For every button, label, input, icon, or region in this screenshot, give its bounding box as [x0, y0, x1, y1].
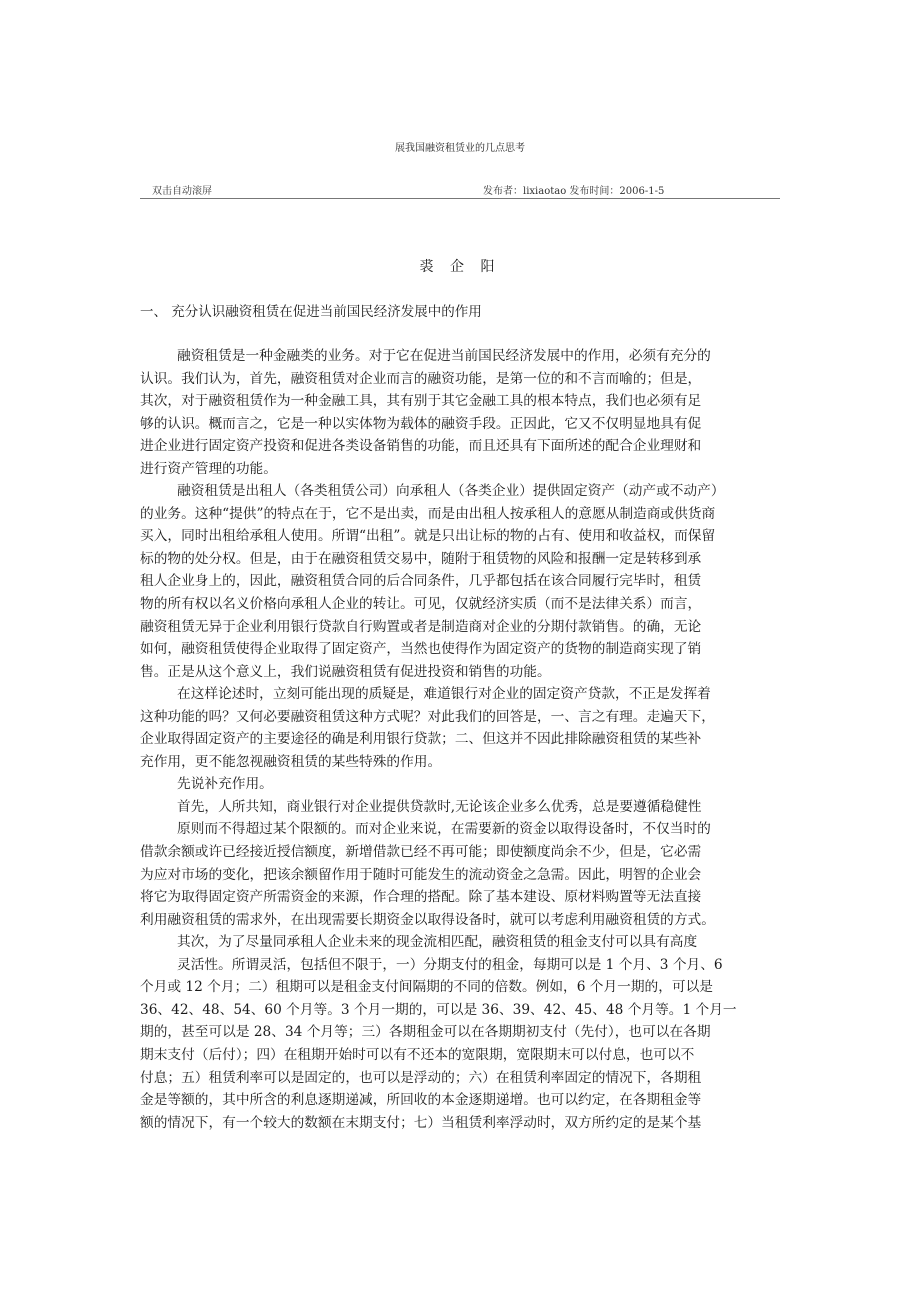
text-line: 金是等额的，其中所含的利息逐期递减，所回收的本金逐期递增。也可以约定，在各期租金等 — [140, 1092, 702, 1109]
text-line: 充作用，更不能忽视融资租赁的某些特殊的作用。 — [140, 753, 442, 770]
publisher-info: 发布者：lixiaotao 发布时间：2006-1-5 — [483, 186, 665, 197]
article-body — [140, 345, 780, 1134]
text-line: 额的情况下，有一个较大的数额在末期支付；七）当租赁利率浮动时，双方所约定的是某个基 — [140, 1114, 702, 1131]
text-line: 租人企业身上的，因此，融资租赁合同的后合同条件，几乎都包括在该合同履行完毕时，租赁 — [140, 573, 702, 590]
text-line: 融资租赁是一种金融类的业务。对于它在促进当前国民经济发展中的作用，必须有充分的 — [177, 348, 711, 364]
text-line: 融资租赁是出租人（各类租赁公司）向承租人（各类企业）提供固定资产（动产或不动产） — [177, 483, 725, 500]
text-line: 进企业进行固定资产投资和促进各类设备销售的功能，而且还具有下面所述的配合企业理财和 — [140, 438, 702, 455]
text-line: 期的，甚至可以是 28、34 个月等；三）各期租金可以在各期期初支付（先付），也可以在各期 — [140, 1024, 711, 1041]
text-line: 付息；五）租赁利率可以是固定的，也可以是浮动的；六）在租赁利率固定的情况下，各期租 — [140, 1069, 702, 1086]
text-line: 在这样论述时，立刻可能出现的质疑是，难道银行对企业的固定资产贷款，不正是发挥着 — [177, 686, 711, 703]
text-line: 进行资产管理的功能。 — [140, 460, 277, 477]
text-line: 其次，为了尽量同承租人企业未来的现金流相匹配，融资租赁的租金支付可以具有高度 — [177, 934, 698, 951]
text-line: 企业取得固定资产的主要途径的确是利用银行贷款；二、但这并不因此排除融资租赁的某些补 — [140, 731, 702, 748]
page-title: 展我国融资租赁业的几点思考 — [395, 143, 525, 154]
text-line: 够的认识。概而言之，它是一种以实体物为载体的融资手段。正因此，它又不仅明显地具有促 — [140, 415, 702, 432]
text-line: 将它为取得固定资产所需资金的来源，作合理的搭配。除了基本建设、原材料购置等无法直接 — [140, 889, 702, 906]
text-line: 售。正是从这个意义上，我们说融资租赁有促进投资和销售的功能。 — [140, 663, 551, 680]
text-line: 个月或 12 个月；二）租期可以是租金支付间隔期的不同的倍数。例如，6 个月一期的，可以是 — [140, 979, 713, 996]
text-line: 的业务。这种“提供”的特点在于，它不是出卖，而是由出租人按承租人的意愿从制造商或供货商 — [140, 505, 716, 522]
text-line: 认识。我们认为，首先，融资租赁对企业而言的融资功能，是第一位的和不言而喻的；但是， — [140, 370, 702, 387]
text-line: 这种功能的吗？又何必要融资租赁这种方式呢？对此我们的回答是，一、言之有理。走遍天下， — [140, 708, 715, 725]
text-line: 借款余额或许已经接近授信额度，新增借款已经不再可能；即使额度尚余不少，但是，它必需 — [140, 844, 702, 861]
author-name: 裘 企 阳 — [419, 259, 501, 275]
section-heading: 一、 充分认识融资租赁在促进当前国民经济发展中的作用 — [140, 304, 482, 320]
text-line: 买入，同时出租给承租人使用。所谓“出租”。就是只出让标的物的占有、使用和收益权，而保留 — [140, 528, 716, 545]
text-line: 灵活性。所谓灵活，包括但不限于，一）分期支付的租金，每期可以是 1 个月、3 个月、6 — [177, 956, 723, 973]
text-line: 原则而不得超过某个限额的。而对企业来说，在需要新的资金以取得设备时，不仅当时的 — [177, 821, 711, 838]
text-line: 物的所有权以名义价格向承租人企业的转让。可见，仅就经济实质（而不是法律关系）而言， — [140, 596, 702, 613]
text-line: 融资租赁无异于企业利用银行贷款自行购置或者是制造商对企业的分期付款销售。的确，无论 — [140, 618, 702, 635]
text-line: 期末支付（后付）；四）在租期开始时可以有不还本的宽限期，宽限期末可以付息，也可以不 — [140, 1046, 695, 1063]
text-line: 其次，对于融资租赁作为一种金融工具，其有别于其它金融工具的根本特点，我们也必须有足 — [140, 393, 702, 410]
text-line: 为应对市场的变化，把该余额留作用于随时可能发生的流动资金之急需。因此，明智的企业会 — [140, 866, 702, 883]
meta-bar — [140, 182, 780, 198]
text-line: 如何，融资租赁使得企业取得了固定资产，当然也使得作为固定资产的货物的制造商实现了销 — [140, 641, 702, 658]
text-line: 36、42、48、54、60 个月等。3 个月一期的，可以是 36、39、42、45、48 个月等。1 个月一 — [140, 1001, 737, 1018]
auto-scroll-link[interactable]: 双击自动滚屏 — [152, 186, 212, 197]
text-line: 首先，人所共知，商业银行对企业提供贷款时,无论该企业多么优秀，总是要遵循稳健性 — [177, 798, 702, 815]
divider — [140, 198, 780, 199]
text-line: 先说补充作用。 — [177, 776, 273, 793]
text-line: 标的物的处分权。但是，由于在融资租赁交易中，随附于租赁物的风险和报酬一定是转移到承 — [140, 550, 702, 567]
text-line: 利用融资租赁的需求外，在出现需要长期资金以取得设备时，就可以考虑利用融资租赁的方式。 — [140, 911, 715, 928]
